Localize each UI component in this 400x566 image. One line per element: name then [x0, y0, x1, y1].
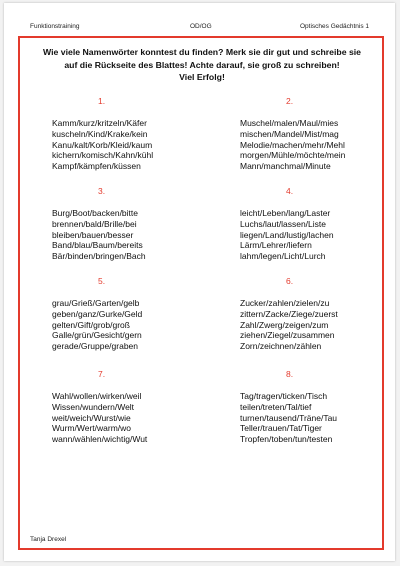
- word-line: kuscheln/Kind/Krake/kein: [52, 128, 148, 139]
- word-line: grau/Grieß/Garten/gelb: [52, 298, 140, 308]
- word-line: Band/blau/Baum/bereits: [52, 240, 143, 251]
- header-center: OD/OG: [190, 23, 212, 30]
- word-line: bleiben/bauen/besser: [52, 229, 134, 240]
- word-line: Bär/binden/bringen/Bach: [52, 251, 146, 262]
- section-number: 5.: [98, 276, 106, 286]
- word-line: Zorn/zeichnen/zählen: [240, 341, 322, 352]
- word-line: gelten/Gift/grob/groß: [52, 319, 130, 330]
- section-number: 2.: [286, 96, 294, 106]
- word-line: Teller/trauen/Tat/Tiger: [240, 423, 322, 434]
- page-footer-author: Tanja Drexel: [30, 536, 67, 543]
- page-header: [30, 23, 369, 35]
- section-number: 8.: [286, 369, 294, 379]
- word-line: lahm/legen/Licht/Lurch: [240, 251, 326, 262]
- word-line: Wurm/Wert/warm/wo: [52, 423, 132, 434]
- word-line: brennen/bald/Brille/bei: [52, 218, 137, 229]
- word-line: Zucker/zahlen/zielen/zu: [240, 298, 330, 308]
- word-line: Mann/manchmal/Minute: [240, 161, 331, 172]
- word-line: kichern/komisch/Kahn/kühl: [52, 150, 154, 161]
- word-line: Muschel/malen/Maul/mies: [240, 118, 339, 128]
- section-number: 6.: [286, 276, 294, 286]
- word-line: Melodie/machen/mehr/Mehl: [240, 139, 345, 150]
- word-line: liegen/Land/lustig/lachen: [240, 229, 334, 240]
- instructions-line-3: Viel Erfolg!: [179, 72, 225, 82]
- section-number: 3.: [98, 186, 106, 196]
- word-line: Kamm/kurz/kritzeln/Käfer: [52, 118, 147, 128]
- instructions: [42, 46, 362, 84]
- section-7: [52, 369, 192, 445]
- word-line: Wahl/wollen/wirken/weil: [52, 391, 142, 401]
- section-4: [240, 186, 380, 262]
- section-number: 7.: [98, 369, 106, 379]
- word-line: leicht/Leben/lang/Laster: [240, 208, 331, 218]
- word-line: Luchs/laut/lassen/Liste: [240, 218, 326, 229]
- word-line: zittern/Zacke/Ziege/zuerst: [240, 308, 338, 319]
- word-line: Tropfen/toben/tun/testen: [240, 434, 333, 445]
- worksheet-page: [4, 3, 395, 561]
- word-line: Kampf/kämpfen/küssen: [52, 161, 141, 172]
- section-1: [52, 96, 192, 172]
- word-line: Kanu/kalt/Korb/Kleid/kaum: [52, 139, 153, 150]
- word-line: morgen/Mühle/möchte/mein: [240, 150, 346, 161]
- section-number: 4.: [286, 186, 294, 196]
- word-line: Lärm/Lehrer/liefern: [240, 240, 312, 251]
- word-line: mischen/Mandel/Mist/mag: [240, 128, 339, 139]
- section-6: [240, 276, 380, 352]
- word-line: Tag/tragen/ticken/Tisch: [240, 391, 328, 401]
- section-3: [52, 186, 192, 262]
- header-left: Funktionstraining: [30, 23, 80, 30]
- word-line: turnen/tausend/Träne/Tau: [240, 412, 338, 423]
- instructions-line-2: auf die Rückseite des Blattes! Achte darauf, sie groß zu schreiben!: [64, 59, 340, 70]
- word-line: weit/weich/Wurst/wie: [52, 412, 131, 423]
- word-line: ziehen/Ziegel/zusammen: [240, 330, 335, 341]
- word-line: teilen/treten/Tal/tief: [240, 401, 312, 412]
- word-line: Galle/grün/Gesicht/gern: [52, 330, 142, 341]
- word-line: Burg/Boot/backen/bitte: [52, 208, 139, 218]
- section-5: [52, 276, 192, 352]
- instructions-line-1: Wie viele Namenwörter konntest du finden? Merk sie dir gut und schreibe sie: [42, 47, 362, 57]
- section-number: 1.: [98, 96, 106, 106]
- section-8: [240, 369, 380, 445]
- word-line: gerade/Gruppe/graben: [52, 341, 139, 352]
- word-line: geben/ganz/Gurke/Geld: [52, 308, 143, 319]
- section-2: [240, 96, 380, 172]
- word-line: Wissen/wundern/Welt: [52, 401, 135, 412]
- word-line: wann/wählen/wichtig/Wut: [52, 434, 148, 445]
- header-right: Optisches Gedächtnis 1: [299, 23, 369, 30]
- word-line: Zahl/Zwerg/zeigen/zum: [240, 319, 329, 330]
